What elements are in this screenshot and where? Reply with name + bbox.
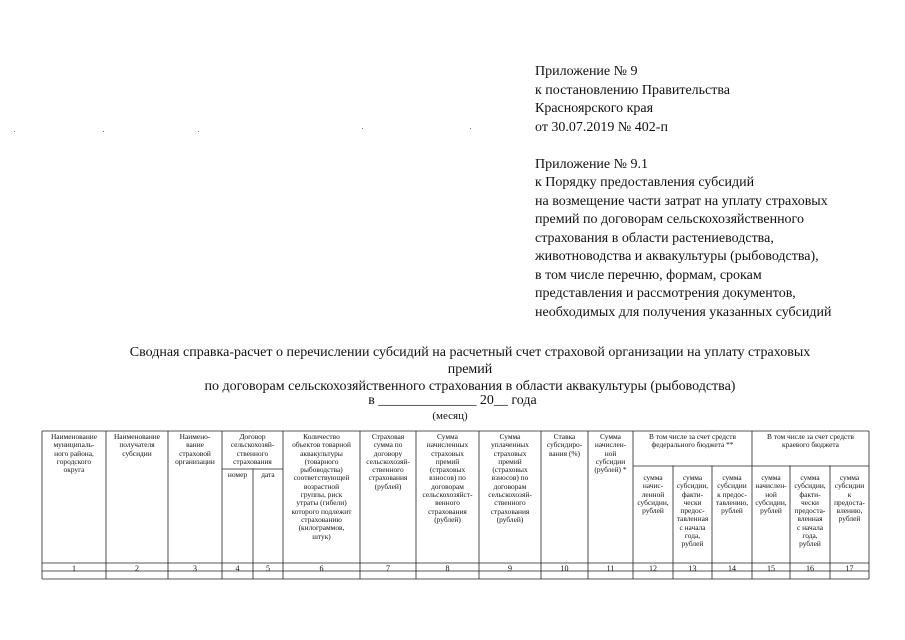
appendix-line: в том числе перечню, формам, срокам [535, 267, 762, 283]
month-label: (месяц) [432, 410, 468, 422]
header-c5: дата [261, 471, 275, 479]
appendix-line: к Порядку предоставления субсидий [535, 175, 755, 190]
header-c4: номер [227, 471, 248, 479]
column-number: 2 [135, 564, 139, 573]
title-line: Сводная справка-расчет о перечислении субсидий на расчетный счет страховой организации на уплату страховых [129, 345, 811, 360]
appendix-line: Приложение № 9 [535, 64, 638, 79]
appendix-line: премий по договорам сельскохозяйственного [535, 212, 804, 227]
header-c8: Сумма начисленных страховых премий (страховых взносов) по договорам сельскохозяйст- венного страхования (рублей) [422, 433, 473, 524]
column-number: 13 [688, 564, 697, 573]
appendix-line: животноводства и аквакультуры (рыбоводства), [535, 249, 819, 264]
column-number: 14 [728, 564, 736, 573]
appendix-line: на возмещение части затрат на уплату страховых [535, 193, 828, 209]
appendix-line: страхования в области растениеводства, [535, 230, 774, 246]
column-number: 1 [72, 564, 76, 573]
header-federal: В том числе за счет средств федерального бюджета ** [649, 433, 736, 450]
appendix-line: необходимых для получения указанных субсидий [535, 304, 832, 320]
scan-dot [198, 131, 199, 132]
appendix-line: Приложение № 9.1 [535, 156, 648, 172]
header-c3: Наимено- вание страховой организации [175, 433, 215, 466]
column-number: 4 [235, 564, 240, 573]
header-c15: сумма начислен- ной субсидии, рублей [755, 474, 787, 516]
header-regional: В том числе за счет средств краевого бюджета [767, 433, 854, 450]
title-line: по договорам сельскохозяйственного страхования в области аквакультуры (рыбоводства) [204, 379, 736, 394]
header-c16: сумма субсидии, факти- чески предоста- вленная с начала года, рублей [794, 474, 826, 549]
header-c9: Сумма уплаченных страховых премий (страховых взносов) по договорам сельскохозяй- ственного страхования (рублей) [488, 433, 532, 524]
column-number: 10 [560, 564, 569, 573]
appendix-line: Красноярского края [535, 101, 654, 116]
column-number: 11 [606, 564, 615, 573]
scan-dot [362, 128, 363, 129]
column-number: 15 [767, 564, 775, 573]
header-c7: Страховая сумма по договору сельскохозяй- ственного страхования (рублей) [366, 433, 410, 491]
appendix-line: к постановлению Правительства [535, 82, 731, 98]
period-month-blank: ______________ [378, 393, 477, 408]
header-c14: сумма субсидии к предос- тавлению, рублей [715, 474, 749, 516]
period-prefix: в [368, 393, 375, 408]
period-year: 20__ года [479, 393, 537, 408]
header-c10: Ставка субсидиро- вания (%) [546, 433, 583, 458]
header-c1: Наименование муниципаль- ного района, городского округа [50, 433, 98, 475]
header-contract: Договор сельскохозяй- ственного страхования [230, 433, 275, 466]
header-c2: Наименование получателя субсидии [113, 433, 161, 458]
column-number: 12 [649, 564, 657, 573]
scan-dot [103, 131, 104, 132]
header-c6: Количество объектов товарной аквакультуры (товарного рыбоводства) соответствующей возрастной группы, риск утраты (гибели) которого подлежит страхованию (килограммов, штук) [291, 433, 352, 541]
title-line: премий [447, 362, 493, 377]
column-number: 8 [445, 564, 450, 573]
column-number: 3 [193, 564, 197, 573]
appendix-line: от 30.07.2019 № 402-п [535, 119, 668, 135]
header-c11: Сумма начислен- ной субсидии (рублей) * [594, 433, 627, 475]
header-c13: сумма субсидии, факти- чески предос- тавленная с начала года, рублей [676, 474, 709, 549]
header-c12: сумма начис- ленной субсидии, рублей [637, 474, 669, 516]
column-number: 16 [806, 564, 814, 573]
appendix-line: представления и рассмотрения документов, [535, 286, 796, 301]
header-c17: сумма субсидии к предоста- влению, рублей [834, 474, 865, 524]
column-number: 5 [266, 564, 270, 573]
column-number: 9 [508, 564, 512, 573]
column-number: 17 [845, 564, 854, 573]
column-number: 6 [319, 564, 324, 573]
scan-dot [470, 128, 471, 129]
scan-dot [14, 131, 15, 132]
column-number: 7 [386, 564, 390, 573]
